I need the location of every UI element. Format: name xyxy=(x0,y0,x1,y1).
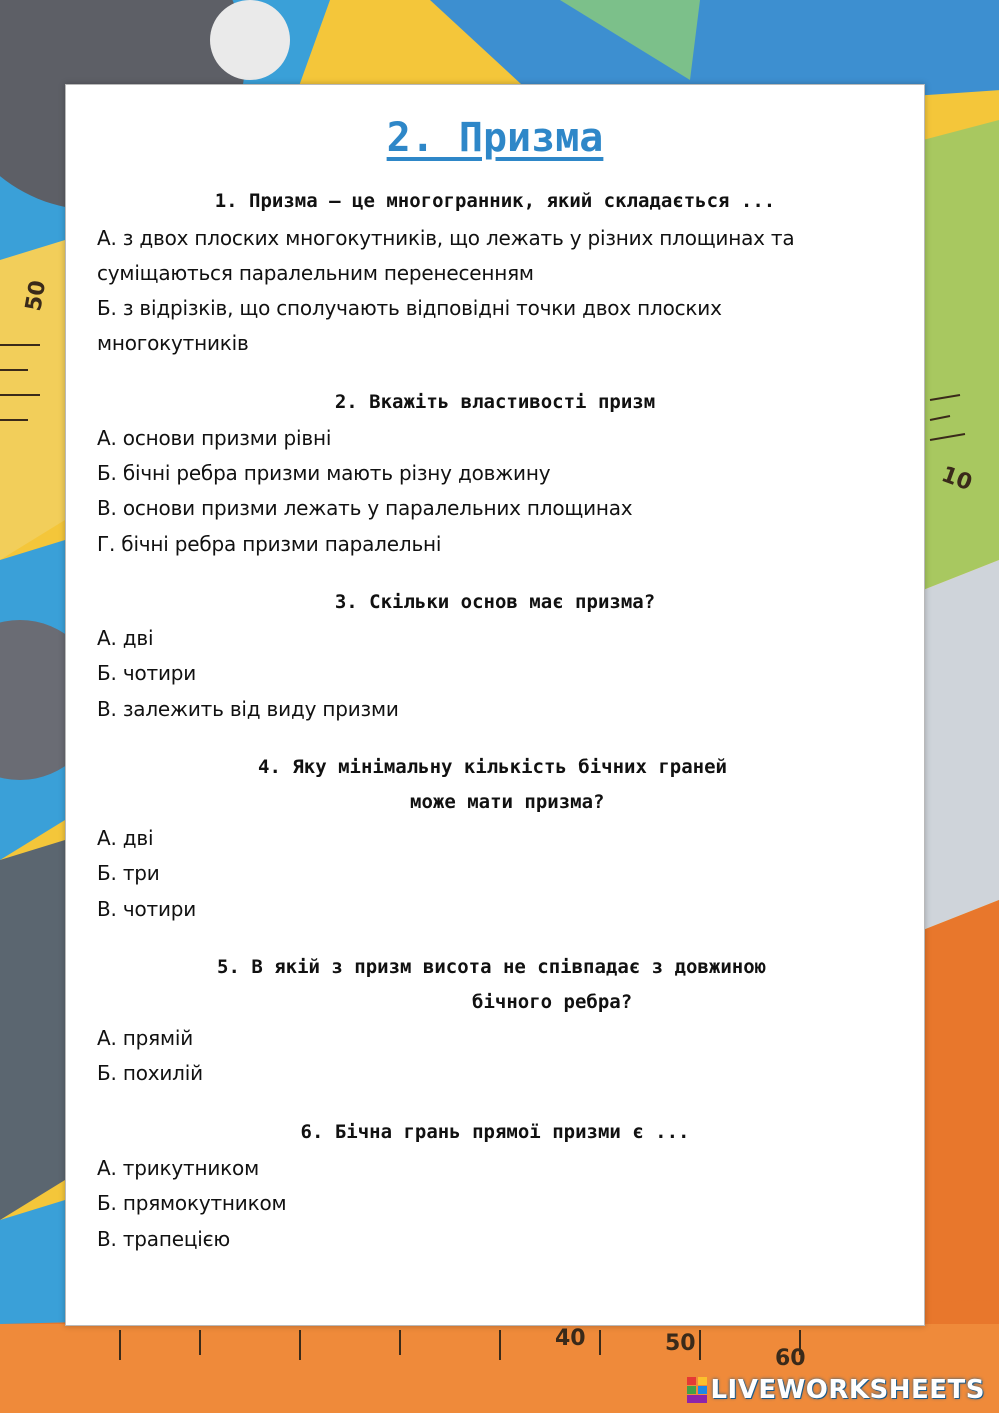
question-3: 3. Скільки основ має призма? xyxy=(334,591,656,613)
ruler-number-1: 50 xyxy=(21,278,52,314)
question-3-option-a: А. дві xyxy=(97,626,154,650)
question-6-option-c: В. трапецією xyxy=(97,1227,231,1251)
question-6-option-b: Б. прямокутником xyxy=(97,1191,287,1215)
question-1-option-a: А. з двох плоских многокутників, що лежать у різних площинах та xyxy=(97,226,795,250)
question-2-option-b: Б. бічні ребра призми мають різну довжину xyxy=(97,461,551,485)
question-3-option-b: Б. чотири xyxy=(97,661,197,685)
question-5-line-1: 5. В якій з призм висота не співпадає з довжиною xyxy=(217,956,767,978)
question-4-option-b: Б. три xyxy=(97,861,160,885)
question-2-option-c: В. основи призми лежать у паралельних площинах xyxy=(97,496,633,520)
question-2: 2. Вкажіть властивості призм xyxy=(334,391,656,413)
page-title: 2. Призма xyxy=(386,115,604,161)
question-5-option-b: Б. похилій xyxy=(97,1061,203,1085)
worksheet-page xyxy=(65,84,925,1326)
liveworksheets-logo-icon xyxy=(687,1377,707,1403)
question-1-option-a-cont: суміщаються паралельним перенесенням xyxy=(97,261,534,285)
question-1-option-b: Б. з відрізків, що сполучають відповідні точки двох плоских xyxy=(97,296,722,320)
question-1: 1. Призма – це многогранник, який складається ... xyxy=(214,190,776,212)
question-4-option-c: В. чотири xyxy=(97,897,197,921)
ruler-number-4: 50 xyxy=(665,1331,696,1356)
ruler-number-5: 60 xyxy=(775,1346,806,1371)
question-6-option-a: А. трикутником xyxy=(97,1156,259,1180)
question-4-option-a: А. дві xyxy=(97,826,154,850)
question-3-option-c: В. залежить від виду призми xyxy=(97,697,399,721)
watermark-brand[interactable]: LIVEWORKSHEETS xyxy=(710,1375,985,1405)
ruler-number-3: 40 xyxy=(555,1326,586,1351)
question-4-line-2: може мати призма? xyxy=(410,791,605,813)
question-5-line-2: бічного ребра? xyxy=(472,991,633,1013)
question-1-option-b-cont: многокутників xyxy=(97,331,249,355)
question-6: 6. Бічна грань прямої призми є ... xyxy=(300,1121,690,1143)
question-5-option-a: А. прямій xyxy=(97,1026,194,1050)
question-2-option-d: Г. бічні ребра призми паралельні xyxy=(97,532,442,556)
ruler-number-2: 10 xyxy=(937,462,976,497)
question-4-line-1: 4. Яку мінімальну кількість бічних граней xyxy=(258,756,727,778)
question-2-option-a: А. основи призми рівні xyxy=(97,426,332,450)
